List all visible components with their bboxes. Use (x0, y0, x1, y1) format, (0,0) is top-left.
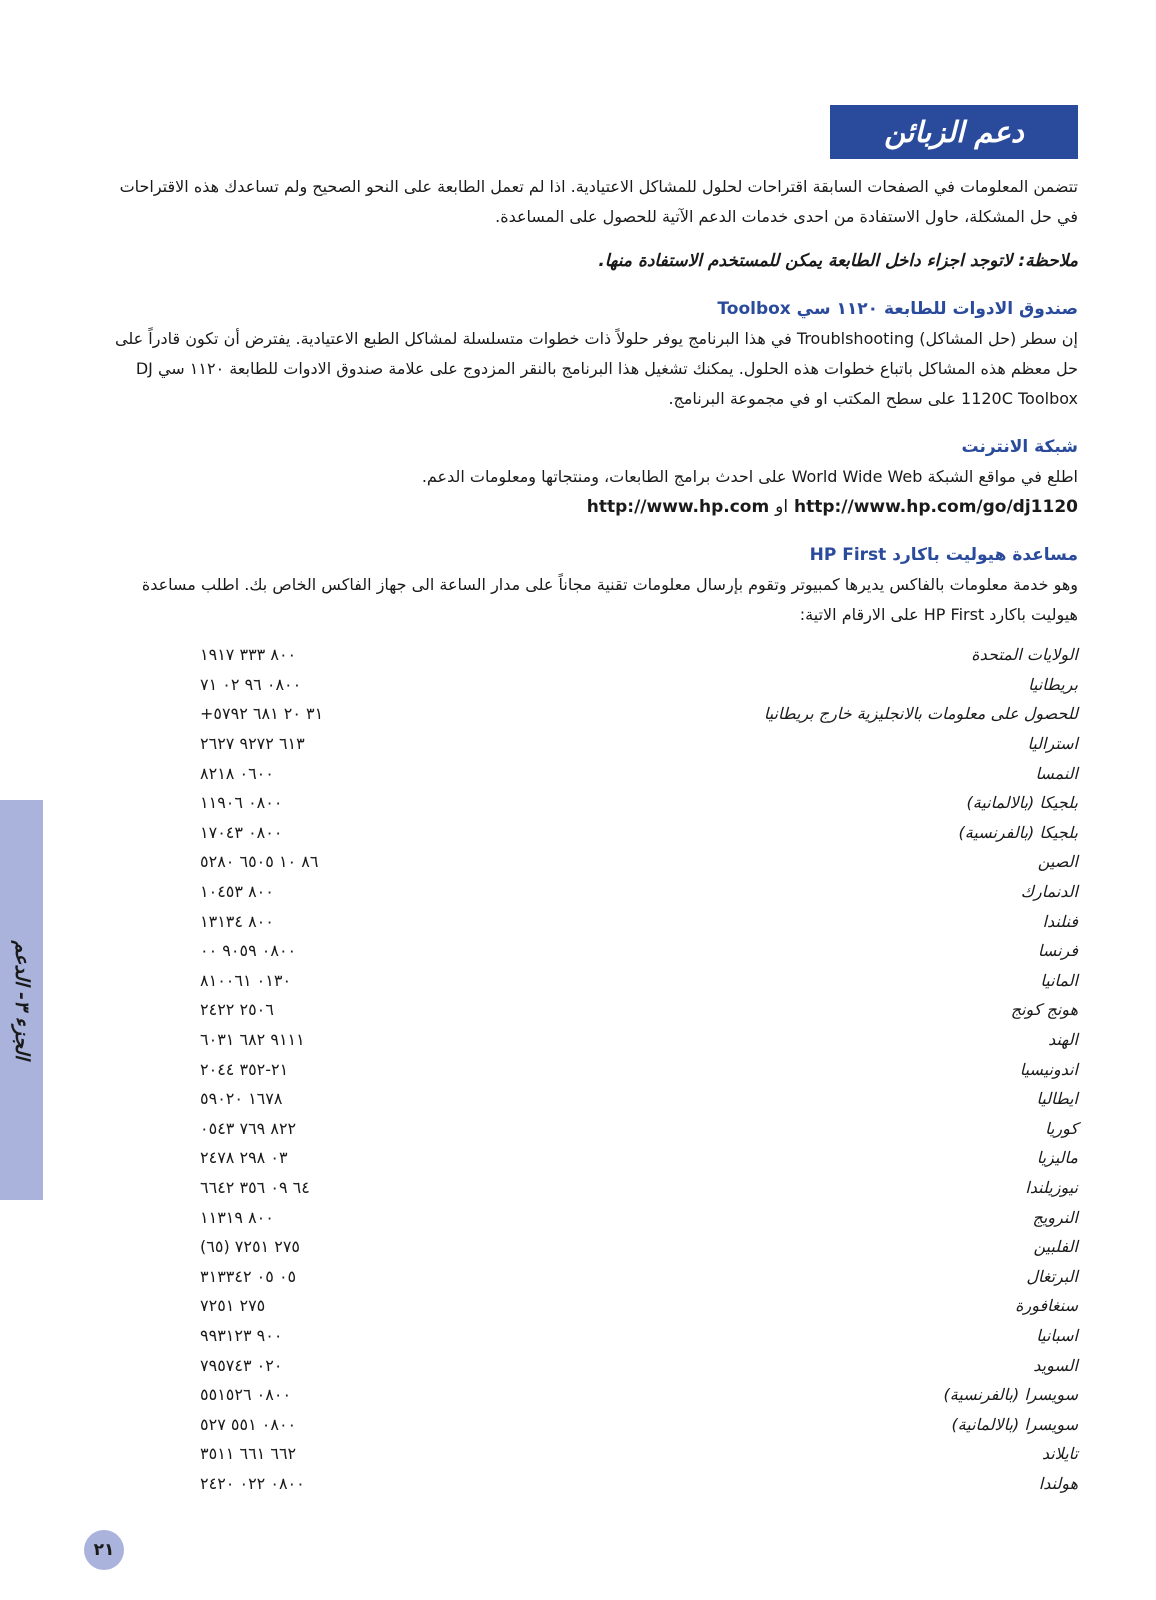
phone-number: ٠٨٠٠ ٩٦ ٠٢ ٧١ (200, 674, 302, 694)
phone-number: ٠٨٠٠ ٠٢٢ ٢٤٢٠ (200, 1473, 305, 1493)
phone-row (200, 758, 1078, 788)
phone-number: +٣١ ٢٠ ٦٨١ ٥٧٩٢ (200, 704, 324, 724)
phone-row (200, 729, 1078, 759)
url-hp-com[interactable]: http://www.hp.com (586, 497, 770, 517)
section-tab-label: الجزء ٣- الدعم (10, 940, 33, 1060)
phone-number: ٠٨٠٠ ٥٥١٥٢٦ (200, 1385, 292, 1405)
country-name: سنغافورة (1015, 1296, 1078, 1316)
phone-row (200, 1439, 1078, 1469)
phone-number: ٢٥٠٦ ٢٤٢٢ (200, 1000, 274, 1020)
phone-row (200, 1232, 1078, 1262)
hpfirst-paragraph: وهو خدمة معلومات بالفاكس يديرها كمبيوتر وتقوم بإرسال معلومات تقنية مجاناً على مدار الساعة الى جهاز الفاكس الخاص بك. اطلب مساعدة هيوليت باكارد HP First على الارقام الاتية: (141, 575, 1078, 624)
phone-row (200, 1054, 1078, 1084)
country-name: الدنمارك (1020, 882, 1078, 902)
note: ملاحظة: لاتوجد اجزاء داخل الطابعة يمكن للمستخدم الاستفادة منها. (598, 251, 1078, 271)
phone-number: ٠١٣٠ ٨١٠٠٦١ (200, 970, 292, 990)
url-separator: او (775, 497, 789, 517)
country-name: هولندا (1038, 1473, 1078, 1493)
page-number-badge (84, 1530, 124, 1570)
phone-number: ٨٠٠ ١١٣١٩ (200, 1207, 274, 1227)
url-hp-dj1120[interactable]: http://www.hp.com/go/dj1120 (793, 497, 1078, 517)
phone-row (200, 1350, 1078, 1380)
phone-row (200, 995, 1078, 1025)
phone-row (200, 906, 1078, 936)
phone-number: ٦٦٢ ٦٦١ ٣٥١١ (200, 1444, 297, 1464)
phone-row (200, 1114, 1078, 1144)
phone-number: ٨٠٠ ١٣١٣٤ (200, 911, 274, 931)
country-name: استراليا (1027, 734, 1078, 754)
phone-row (200, 1173, 1078, 1203)
section-side-tab (0, 800, 43, 1200)
country-name: السويد (1033, 1355, 1078, 1375)
phone-number: ٦١٣ ٩٢٧٢ ٢٦٢٧ (200, 734, 305, 754)
phone-row (200, 788, 1078, 818)
phone-number: ٠٣ ٢٩٨ ٢٤٧٨ (200, 1148, 288, 1168)
phone-number: ٩١١١ ٦٨٢ ٦٠٣١ (200, 1030, 305, 1050)
phone-number: ١٦٧٨ ٥٩٠٢٠ (200, 1089, 283, 1109)
country-name: النرويج (1032, 1207, 1078, 1227)
toolbox-heading: صندوق الادوات للطابعة ١١٢٠ سي Toolbox (717, 299, 1078, 319)
phone-row (200, 1469, 1078, 1499)
phone-row (200, 1202, 1078, 1232)
intro-paragraph: تتضمن المعلومات في الصفحات السابقة اقتراحات لحلول للمشاكل الاعتيادية. اذا لم تعمل الطابعة على النحو الصحيح ولم تساعدك هذه الاقتراحات في حل المشكلة، حاول الاستفادة من احدى خدمات الدعم الآتية للحصول على المساعدة. (119, 177, 1078, 226)
phone-row (200, 1291, 1078, 1321)
page-title-text: دعم الزبائن (884, 115, 1024, 149)
phone-list (200, 640, 1078, 1498)
phone-row (200, 640, 1078, 670)
phone-number: ٠٨٠٠ ١١٩٠٦ (200, 793, 283, 813)
phone-number: ٨٢٢ ٧٦٩ ٠٥٤٣ (200, 1118, 297, 1138)
phone-number: ٠٨٠٠ ١٧٠٤٣ (200, 822, 283, 842)
phone-number: ٨٦ ١٠ ٦٥٠٥ ٥٢٨٠ (200, 852, 319, 872)
internet-heading: شبكة الانترنت (961, 437, 1078, 457)
country-name: فنلندا (1042, 911, 1078, 931)
country-name: فرنسا (1037, 941, 1078, 961)
country-name: بلجيكا (بالالمانية) (966, 793, 1078, 813)
country-name: البرتغال (1026, 1266, 1078, 1286)
country-name: الهند (1048, 1030, 1078, 1050)
phone-number: ٠٢٠ ٧٩٥٧٤٣ (200, 1355, 283, 1375)
phone-number: ٦٤ ٠٩ ٣٥٦ ٦٦٤٢ (200, 1177, 310, 1197)
country-name: كوريا (1045, 1118, 1078, 1138)
phone-row (200, 1084, 1078, 1114)
phone-row (200, 1143, 1078, 1173)
country-name: اسبانيا (1036, 1325, 1078, 1345)
phone-number: ٠٨٠٠ ٩٠٥٩ ٠٠ (200, 941, 297, 961)
phone-number: ٠٦٠٠ ٨٢١٨ (200, 763, 274, 783)
phone-number: (٦٥) ٢٧٥ ٧٢٥١ (200, 1237, 301, 1257)
country-name: ايطاليا (1036, 1089, 1078, 1109)
phone-number: ٨٠٠ ٣٣٣ ١٩١٧ (200, 645, 297, 665)
country-name: الولايات المتحدة (971, 645, 1078, 665)
country-name: ماليزيا (1036, 1148, 1078, 1168)
phone-row (200, 670, 1078, 700)
phone-row (200, 1321, 1078, 1351)
phone-row (200, 1025, 1078, 1055)
toolbox-paragraph: إن سطر (حل المشاكل) Troublshooting في هذا البرنامج يوفر حلولاً ذات خطوات متسلسلة لمشاكل الطبع الاعتيادية. يفترض أن تكون قادراً على حل معظم هذه المشاكل باتباع خطوات هذه الحلول. يمكنك تشغيل هذا البرنامج بالنقر المزدوج على علامة صندوق الادوات للطابعة ١١٢٠ سي DJ 1120C Toolbox على سطح المكتب او في مجموعة البرنامج. (115, 329, 1078, 408)
phone-number: ٨٠٠ ١٠٤٥٣ (200, 882, 274, 902)
page-title (830, 105, 1078, 159)
page-number: ٢١ (93, 1540, 115, 1560)
phone-row (200, 936, 1078, 966)
phone-row (200, 1409, 1078, 1439)
internet-paragraph: اطلع في مواقع الشبكة World Wide Web على احدث برامج الطابعات، ومنتجاتها ومعلومات الدعم. (421, 467, 1078, 486)
country-name: النمسا (1035, 763, 1078, 783)
url-line (100, 492, 1078, 522)
country-name: هونج كونج (1010, 1000, 1078, 1020)
country-name: سويسرا (بالفرنسية) (943, 1385, 1078, 1405)
country-name: بلجيكا (بالفرنسية) (958, 822, 1078, 842)
country-name: الصين (1037, 852, 1078, 872)
phone-number: ٠٨٠٠ ٥٥١ ٥٢٧ (200, 1414, 297, 1434)
phone-number: ٢٧٥ ٧٢٥١ (200, 1296, 266, 1316)
country-name: تايلاند (1041, 1444, 1078, 1464)
phone-row (200, 699, 1078, 729)
phone-row (200, 966, 1078, 996)
phone-number: ٩٠٠ ٩٩٣١٢٣ (200, 1325, 283, 1345)
country-name: للحصول على معلومات بالانجليزية خارج بريطانيا (763, 704, 1078, 724)
main-content (100, 172, 1078, 630)
phone-row (200, 818, 1078, 848)
hpfirst-heading: مساعدة هيوليت باكارد HP First (809, 545, 1078, 565)
country-name: الفلبين (1033, 1237, 1078, 1257)
phone-row (200, 1261, 1078, 1291)
phone-number: ٢١-٣٥٢ ٢٠٤٤ (200, 1059, 289, 1079)
phone-number: ٠٥ ٠٥ ٣١٣٣٤٢ (200, 1266, 297, 1286)
phone-row (200, 847, 1078, 877)
phone-row (200, 877, 1078, 907)
country-name: المانيا (1040, 970, 1078, 990)
phone-row (200, 1380, 1078, 1410)
country-name: سويسرا (بالالمانية) (951, 1414, 1078, 1434)
country-name: اندونيسيا (1019, 1059, 1078, 1079)
country-name: بريطانيا (1028, 674, 1078, 694)
country-name: نيوزيلندا (1025, 1177, 1078, 1197)
